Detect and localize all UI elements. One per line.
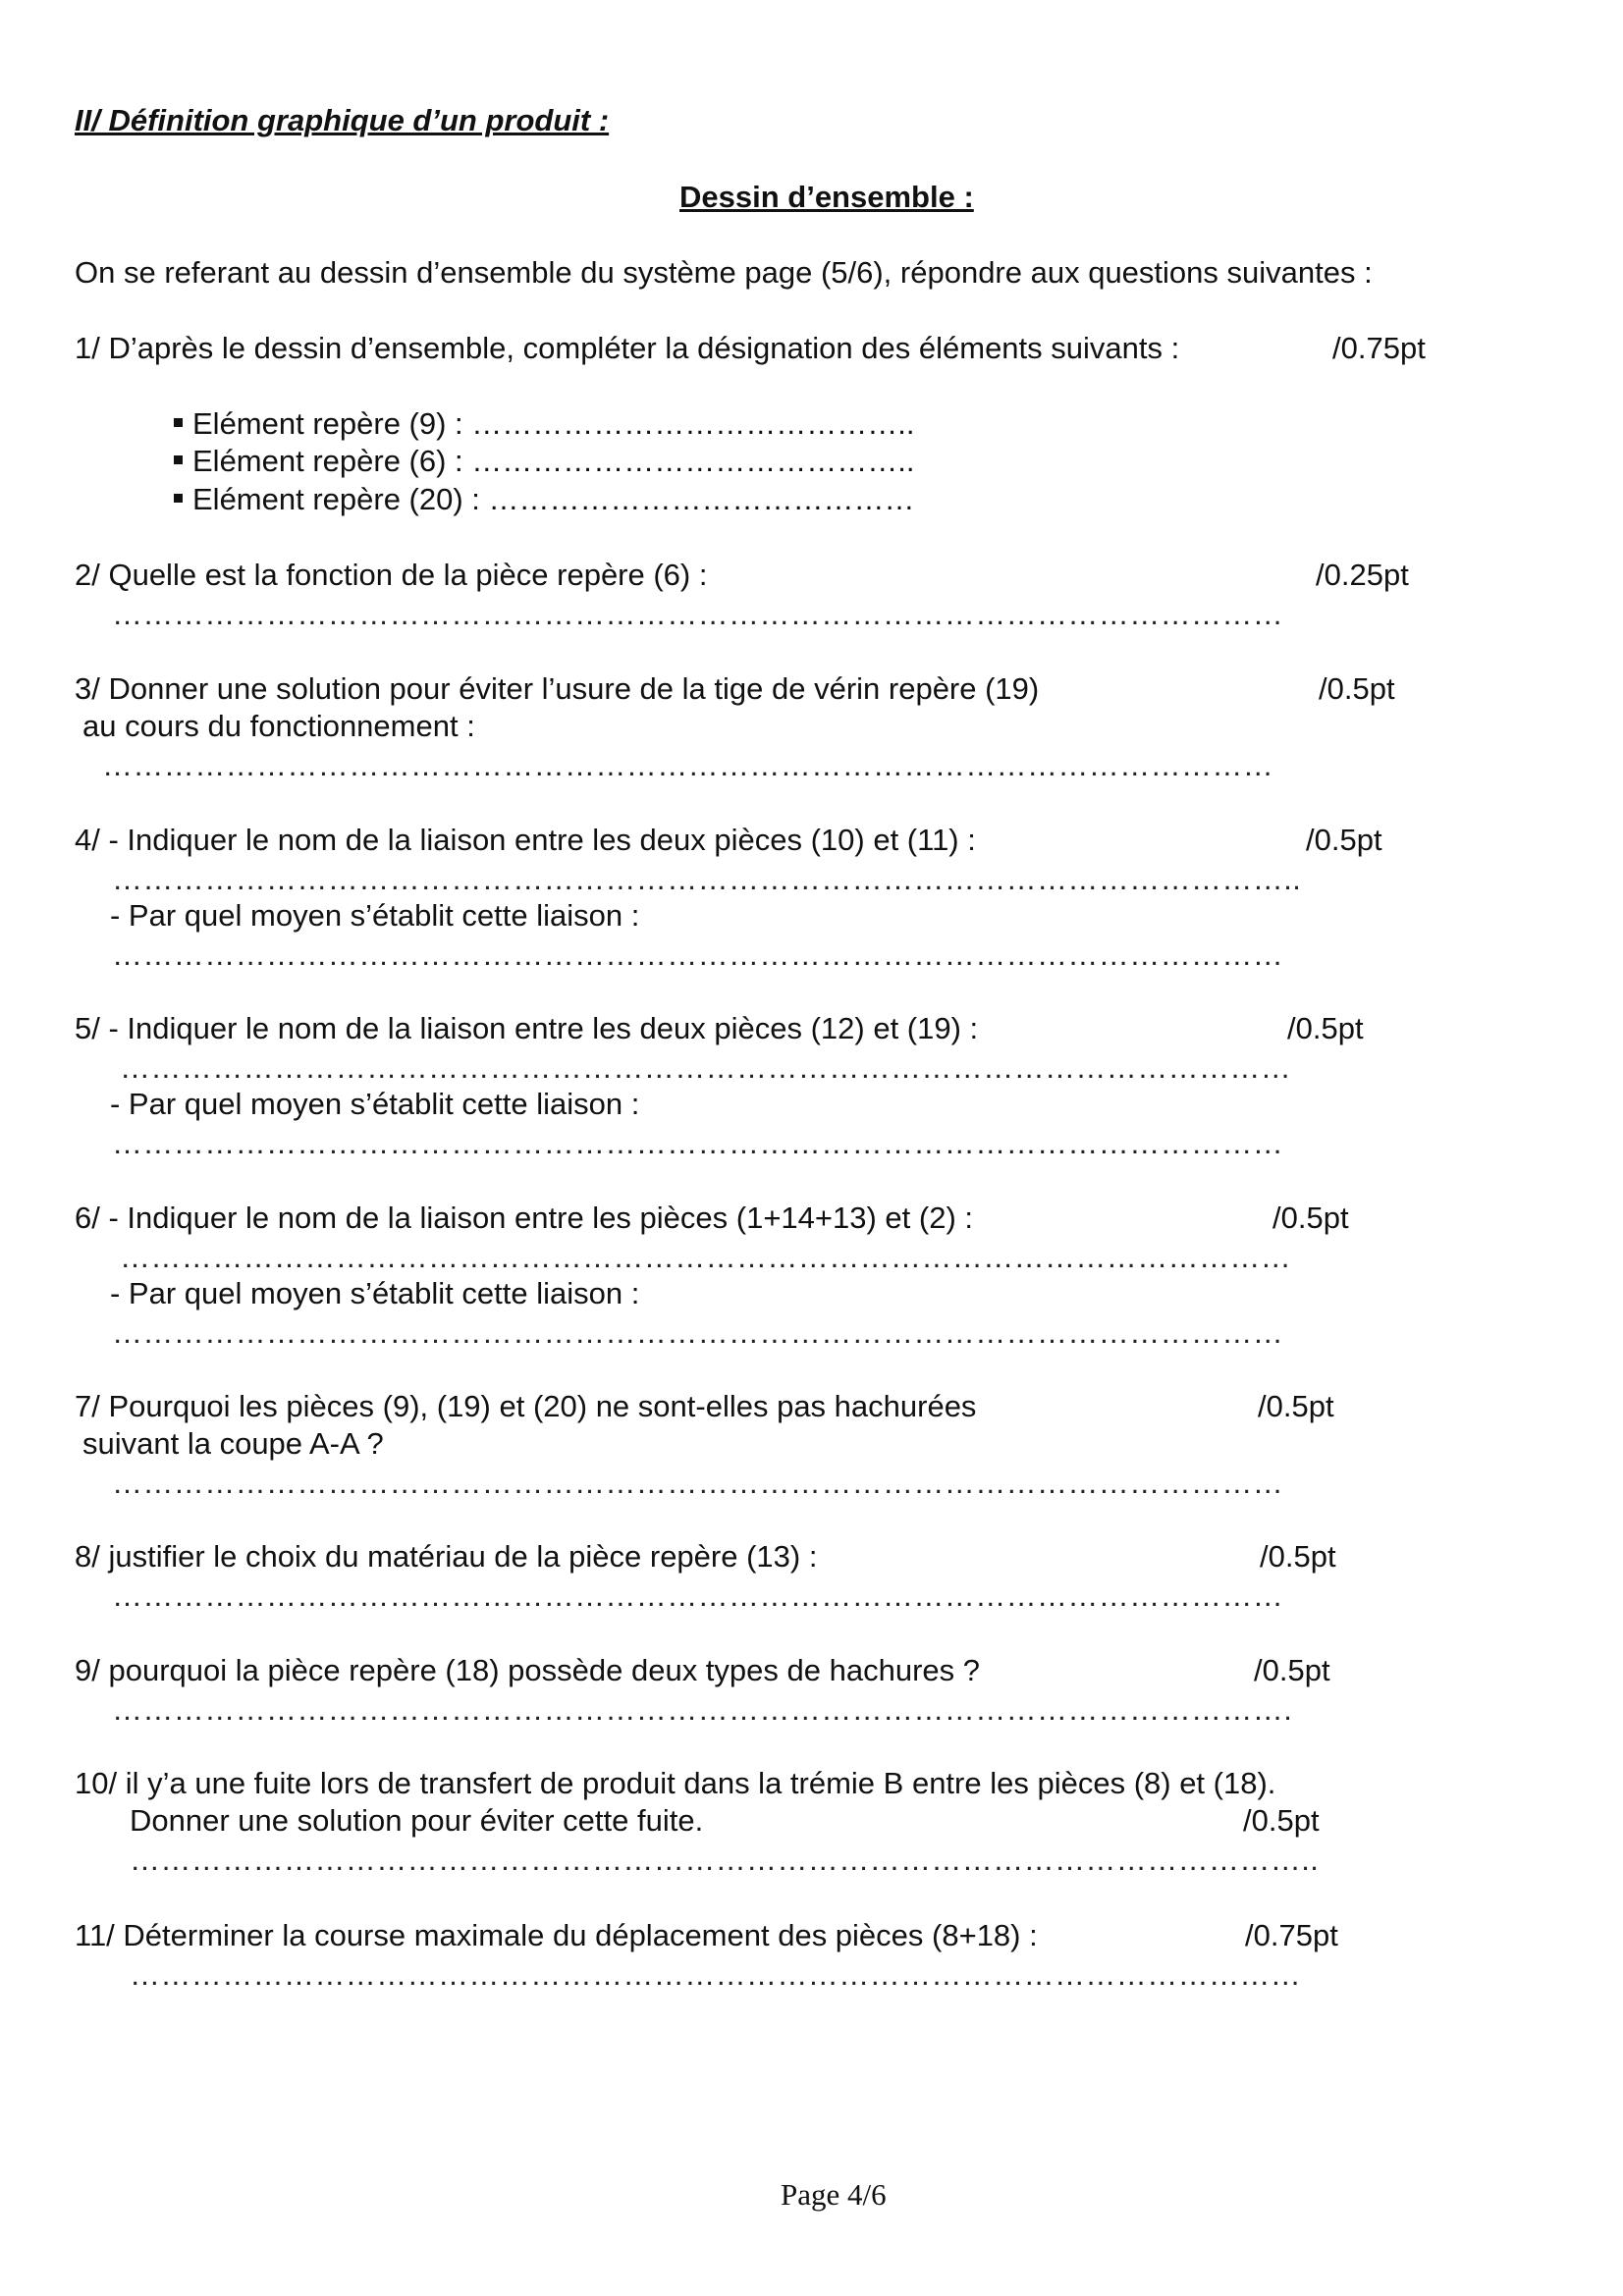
q1-item: [174, 481, 915, 518]
question-5-points: /0.5pt: [1287, 1011, 1364, 1045]
question-10-text: 10/ il y’a une fuite lors de transfert de produit dans la trémie B entre les pièces (8) et (18).: [75, 1766, 1276, 1800]
question-4-text: 4/ - Indiquer le nom de la liaison entre les deux pièces (10) et (11) :: [75, 823, 976, 857]
question-5-subtext: - Par quel moyen s’établit cette liaison :: [110, 1087, 640, 1121]
question-3-text: 3/ Donner une solution pour éviter l’usure de la tige de vérin repère (19): [75, 671, 1040, 706]
answer-line: …………………………………………………………………………………………………….: [112, 1692, 1293, 1727]
question-7-text-cont: suivant la coupe A-A ?: [82, 1426, 384, 1461]
answer-line: ……………………………………………………………………………………………………: [112, 597, 1284, 631]
page-number: Page 4/6: [781, 2177, 887, 2212]
answer-line: ……………………………………………………………………………………………………: [112, 1578, 1284, 1613]
answer-line: ……………………………………………………………………………………………………: [120, 1240, 1292, 1274]
question-11-text: 11/ Déterminer la course maximale du déplacement des pièces (8+18) :: [75, 1918, 1038, 1952]
question-10-text-cont: Donner une solution pour éviter cette fuite.: [130, 1803, 704, 1838]
answer-line: ……………………………………………………………………………………………………: [112, 1126, 1284, 1160]
question-3-points: /0.5pt: [1319, 671, 1395, 706]
subtitle: Dessin d’ensemble :: [679, 180, 974, 214]
q1-item-text: Elément repère (9) : ……………………………………..: [192, 406, 915, 441]
q1-item: [174, 405, 915, 443]
question-1-points: /0.75pt: [1332, 331, 1426, 365]
section-title: II/ Définition graphique d’un produit :: [75, 103, 610, 137]
question-8-text: 8/ justifier le choix du matériau de la pièce repère (13) :: [75, 1539, 818, 1574]
answer-line: ……………………………………………………………………………………………………: [112, 1466, 1284, 1500]
q1-item-text: Elément repère (6) : ……………………………………..: [192, 444, 915, 478]
question-3-text-cont: au cours du fonctionnement :: [82, 709, 475, 743]
answer-line: ……………………………………………………………………………………………………: [112, 937, 1284, 972]
question-5-text: 5/ - Indiquer le nom de la liaison entre les deux pièces (12) et (19) :: [75, 1011, 979, 1045]
question-9-text: 9/ pourquoi la pièce repère (18) possède deux types de hachures ?: [75, 1653, 980, 1687]
question-9-points: /0.5pt: [1254, 1653, 1330, 1687]
answer-line: ……………………………………………………………………………………………………..: [130, 1842, 1320, 1877]
question-2-points: /0.25pt: [1316, 558, 1409, 592]
question-7-points: /0.5pt: [1258, 1389, 1334, 1423]
question-6-points: /0.5pt: [1272, 1201, 1349, 1235]
bullet-square-icon: [174, 455, 183, 464]
question-4-subtext: - Par quel moyen s’établit cette liaison :: [110, 898, 640, 933]
question-4-points: /0.5pt: [1306, 823, 1382, 857]
q1-item: [174, 443, 915, 480]
question-7-text: 7/ Pourquoi les pièces (9), (19) et (20) ne sont-elles pas hachurées: [75, 1389, 977, 1423]
question-1-text: 1/ D’après le dessin d’ensemble, compléter la désignation des éléments suivants :: [75, 331, 1180, 365]
answer-line: ……………………………………………………………………………………………………: [130, 1957, 1302, 1992]
intro-text: On se referant au dessin d’ensemble du système page (5/6), répondre aux questions suivantes :: [75, 255, 1373, 290]
bullet-square-icon: [174, 494, 183, 503]
question-2-text: 2/ Quelle est la fonction de la pièce repère (6) :: [75, 558, 708, 592]
bullet-square-icon: [174, 418, 183, 427]
question-6-text: 6/ - Indiquer le nom de la liaison entre les pièces (1+14+13) et (2) :: [75, 1201, 974, 1235]
question-11-points: /0.75pt: [1245, 1918, 1338, 1952]
answer-line: ……………………………………………………………………………………………………: [120, 1050, 1292, 1085]
question-8-points: /0.5pt: [1260, 1539, 1336, 1574]
q1-item-text: Elément repère (20) : ……………………………………: [192, 482, 915, 516]
question-10-points: /0.5pt: [1243, 1803, 1320, 1838]
answer-line: ……………………………………………………………………………………………………..: [112, 862, 1302, 896]
answer-line: ……………………………………………………………………………………………………: [112, 1315, 1284, 1350]
question-6-subtext: - Par quel moyen s’établit cette liaison :: [110, 1276, 640, 1310]
answer-line: ……………………………………………………………………………………………………: [102, 748, 1274, 782]
